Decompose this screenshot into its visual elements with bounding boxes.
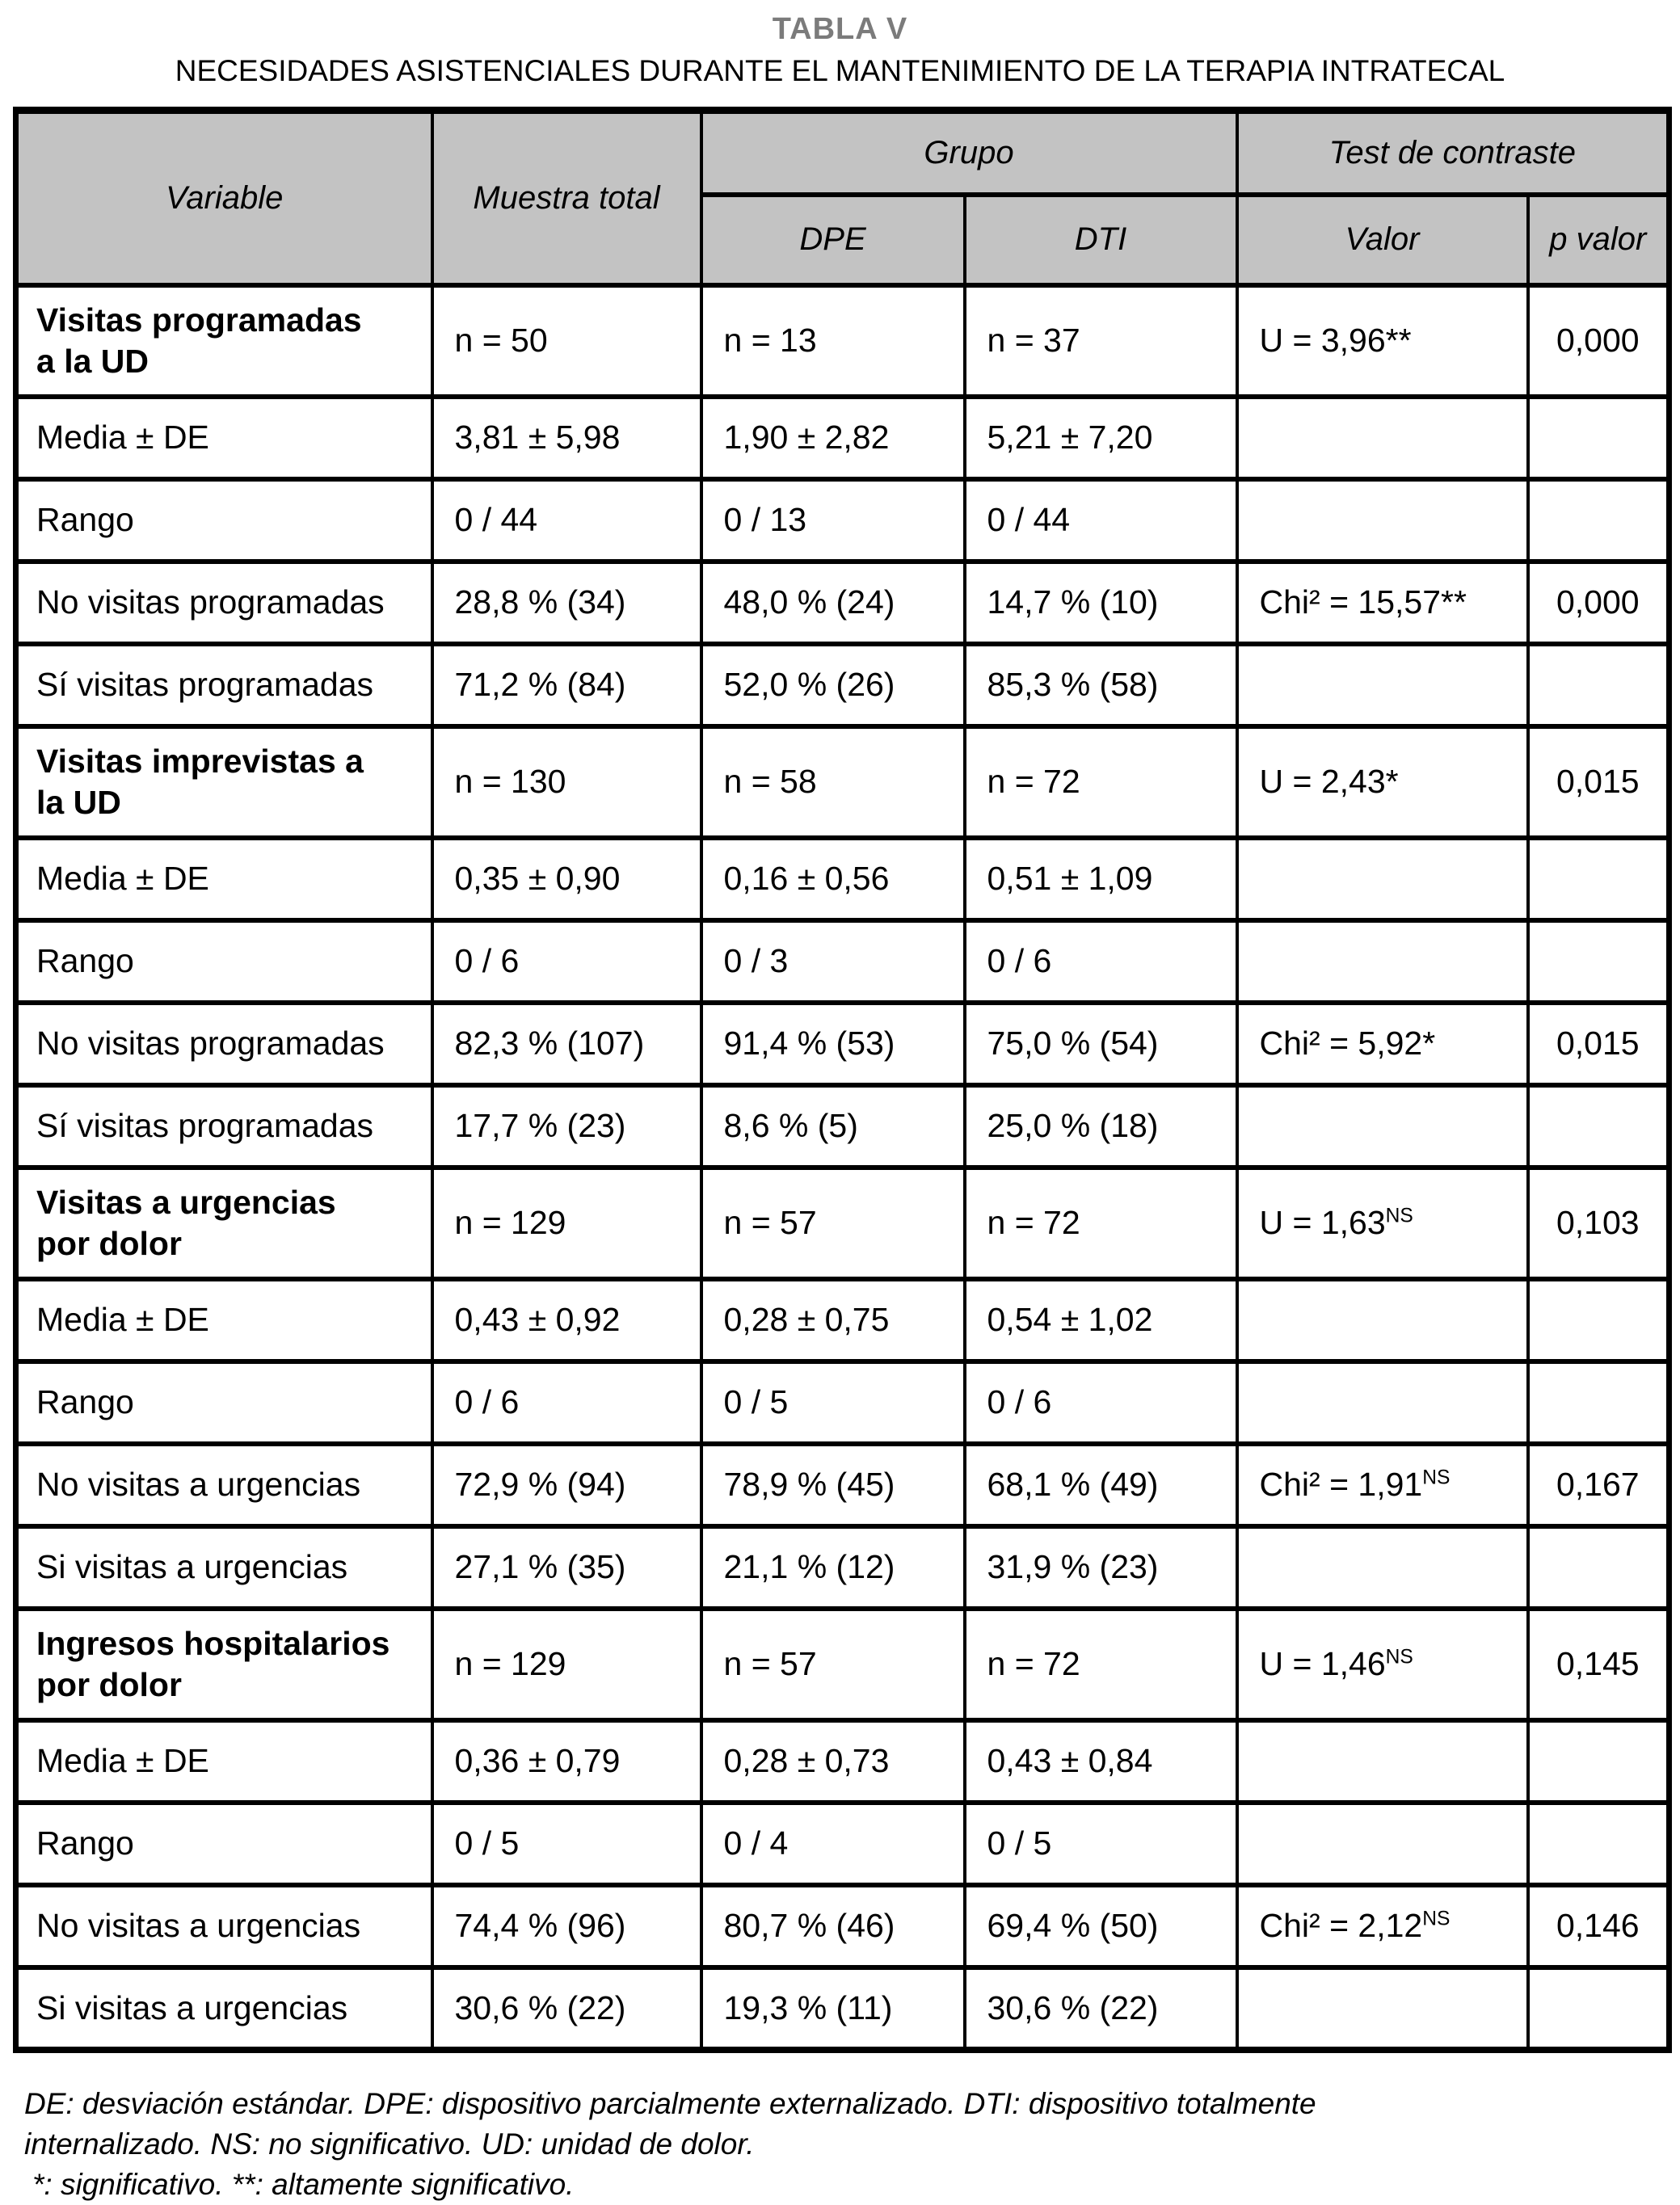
dpe-cell: 1,90 ± 2,82 [701,397,965,479]
p-valor-cell [1528,1361,1669,1444]
dpe-cell: n = 58 [701,726,965,838]
p-valor-cell: 0,015 [1528,1003,1669,1085]
variable-cell: Rango [16,920,432,1003]
valor-cell [1237,1803,1528,1885]
dpe-cell: 48,0 % (24) [701,562,965,644]
valor-cell [1237,397,1528,479]
table-row [16,1967,1669,2050]
dpe-cell: n = 57 [701,1168,965,1279]
p-valor-cell [1528,1720,1669,1803]
valor-cell: U = 3,96** [1237,285,1528,397]
p-valor-cell [1528,1967,1669,2050]
variable-cell: Media ± DE [16,838,432,920]
valor-cell: $Chi^2 = 2,12^{NS}$ [1237,1885,1528,1967]
footnote-line: DE: desviación estándar. DPE: dispositivo parcialmente externalizado. DTI: dispositivo totalmente [24,2086,1316,2120]
dti-cell: 75,0 % (54) [965,1003,1237,1085]
muestra-total-cell: 3,81 ± 5,98 [432,397,701,479]
p-valor-cell: 0,167 [1528,1444,1669,1526]
table-row [16,1885,1669,1967]
header-dpe: DPE [701,195,965,285]
dpe-cell: 91,4 % (53) [701,1003,965,1085]
muestra-total-cell: 0 / 6 [432,920,701,1003]
dpe-cell: 21,1 % (12) [701,1526,965,1609]
variable-cell: No visitas a urgencias [16,1885,432,1967]
dti-cell: 85,3 % (58) [965,644,1237,726]
table-row [16,1609,1669,1720]
p-valor-cell [1528,397,1669,479]
variable-cell: Si visitas a urgencias [16,1526,432,1609]
table-title: TABLA V [772,12,908,46]
table-body [16,285,1669,2050]
p-valor-cell [1528,644,1669,726]
p-valor-cell: 0,015 [1528,726,1669,838]
muestra-total-cell: n = 50 [432,285,701,397]
variable-cell: No visitas programadas [16,1003,432,1085]
dti-cell: 0,43 ± 0,84 [965,1720,1237,1803]
dti-cell: 0 / 44 [965,479,1237,562]
dpe-cell: 0 / 13 [701,479,965,562]
valor-cell [1237,1085,1528,1168]
valor-cell [1237,1526,1528,1609]
p-valor-cell: 0,146 [1528,1885,1669,1967]
dti-cell: 0 / 6 [965,1361,1237,1444]
muestra-total-cell: 0 / 44 [432,479,701,562]
muestra-total-cell: 28,8 % (34) [432,562,701,644]
dti-cell: 5,21 ± 7,20 [965,397,1237,479]
dpe-cell: 0 / 3 [701,920,965,1003]
header-p-valor: p valor [1528,195,1669,285]
table-row [16,1168,1669,1279]
valor-cell: $U = 1,63^{NS}$ [1237,1168,1528,1279]
header-valor: Valor [1237,195,1528,285]
header-dti: DTI [965,195,1237,285]
variable-cell: Visitas programadas a la UD [16,285,432,397]
variable-cell: Ingresos hospitalarios por dolor [16,1609,432,1720]
table-row [16,285,1669,397]
dti-cell: 14,7 % (10) [965,562,1237,644]
dpe-cell: 78,9 % (45) [701,1444,965,1526]
table-row [16,838,1669,920]
muestra-total-cell: 0,43 ± 0,92 [432,1279,701,1361]
dti-cell: 0 / 5 [965,1803,1237,1885]
table-row [16,1085,1669,1168]
dti-cell: n = 37 [965,285,1237,397]
dpe-cell: 0,16 ± 0,56 [701,838,965,920]
valor-cell [1237,838,1528,920]
table-row [16,1803,1669,1885]
header-grupo: Grupo [701,111,1237,195]
muestra-total-cell: 71,2 % (84) [432,644,701,726]
p-valor-cell: 0,000 [1528,562,1669,644]
dti-cell: 25,0 % (18) [965,1085,1237,1168]
variable-cell: Rango [16,1361,432,1444]
p-valor-cell [1528,1279,1669,1361]
variable-cell: No visitas a urgencias [16,1444,432,1526]
valor-cell [1237,1720,1528,1803]
table-row [16,726,1669,838]
dti-cell: 30,6 % (22) [965,1967,1237,2050]
p-valor-cell: 0,145 [1528,1609,1669,1720]
muestra-total-cell: 17,7 % (23) [432,1085,701,1168]
table-row [16,1003,1669,1085]
dpe-cell: 8,6 % (5) [701,1085,965,1168]
valor-cell [1237,1967,1528,2050]
variable-cell: No visitas programadas [16,562,432,644]
dti-cell: 0,51 ± 1,09 [965,838,1237,920]
dpe-cell: 0 / 4 [701,1803,965,1885]
dti-cell: n = 72 [965,726,1237,838]
p-valor-cell [1528,1526,1669,1609]
muestra-total-cell: 30,6 % (22) [432,1967,701,2050]
variable-cell: Media ± DE [16,1720,432,1803]
p-valor-cell [1528,920,1669,1003]
dti-cell: n = 72 [965,1168,1237,1279]
table-row [16,920,1669,1003]
header-muestra-total: Muestra total [432,111,701,285]
muestra-total-cell: n = 130 [432,726,701,838]
p-valor-cell [1528,1803,1669,1885]
valor-cell: $Chi^2 = 1,91^{NS}$ [1237,1444,1528,1526]
p-valor-cell: 0,000 [1528,285,1669,397]
valor-cell [1237,1279,1528,1361]
dpe-cell: 0 / 5 [701,1361,965,1444]
table-row [16,1720,1669,1803]
muestra-total-cell: 0 / 6 [432,1361,701,1444]
dpe-cell: n = 57 [701,1609,965,1720]
p-valor-cell: 0,103 [1528,1168,1669,1279]
valor-cell: Chi² = 5,92* [1237,1003,1528,1085]
variable-cell: Sí visitas programadas [16,644,432,726]
table-row [16,1526,1669,1609]
table-row [16,644,1669,726]
table-row [16,1361,1669,1444]
muestra-total-cell: 0 / 5 [432,1803,701,1885]
muestra-total-cell: 82,3 % (107) [432,1003,701,1085]
table-header [16,111,1669,285]
table-row [16,1279,1669,1361]
valor-cell: $U = 1,46^{NS}$ [1237,1609,1528,1720]
footnote-line: internalizado. NS: no significativo. UD: unidad de dolor. [24,2127,755,2161]
dpe-cell: 0,28 ± 0,75 [701,1279,965,1361]
header-variable: Variable [16,111,432,285]
table-row [16,479,1669,562]
p-valor-cell [1528,1085,1669,1168]
dti-cell: 0 / 6 [965,920,1237,1003]
variable-cell: Media ± DE [16,1279,432,1361]
valor-cell [1237,920,1528,1003]
header-test-contraste: Test de contraste [1237,111,1669,195]
muestra-total-cell: n = 129 [432,1168,701,1279]
muestra-total-cell: 0,35 ± 0,90 [432,838,701,920]
muestra-total-cell: 74,4 % (96) [432,1885,701,1967]
valor-cell [1237,1361,1528,1444]
dpe-cell: 52,0 % (26) [701,644,965,726]
table-row [16,397,1669,479]
valor-cell: U = 2,43* [1237,726,1528,838]
variable-cell: Visitas imprevistas a la UD [16,726,432,838]
p-valor-cell [1528,479,1669,562]
p-valor-cell [1528,838,1669,920]
muestra-total-cell: 72,9 % (94) [432,1444,701,1526]
table-subtitle: NECESIDADES ASISTENCIALES DURANTE EL MANTENIMIENTO DE LA TERAPIA INTRATECAL [175,54,1505,87]
dpe-cell: 0,28 ± 0,73 [701,1720,965,1803]
dpe-cell: 80,7 % (46) [701,1885,965,1967]
footnotes [24,2084,1680,2205]
dti-cell: n = 72 [965,1609,1237,1720]
dti-cell: 69,4 % (50) [965,1885,1237,1967]
variable-cell: Rango [16,479,432,562]
variable-cell: Sí visitas programadas [16,1085,432,1168]
muestra-total-cell: 0,36 ± 0,79 [432,1720,701,1803]
variable-cell: Visitas a urgencias por dolor [16,1168,432,1279]
dpe-cell: n = 13 [701,285,965,397]
valor-cell: Chi² = 15,57** [1237,562,1528,644]
muestra-total-cell: 27,1 % (35) [432,1526,701,1609]
table-row [16,562,1669,644]
valor-cell [1237,479,1528,562]
valor-cell [1237,644,1528,726]
results-table [13,107,1672,2053]
variable-cell: Rango [16,1803,432,1885]
dti-cell: 68,1 % (49) [965,1444,1237,1526]
dti-cell: 31,9 % (23) [965,1526,1237,1609]
dpe-cell: 19,3 % (11) [701,1967,965,2050]
muestra-total-cell: n = 129 [432,1609,701,1720]
table-row [16,1444,1669,1526]
variable-cell: Media ± DE [16,397,432,479]
variable-cell: Si visitas a urgencias [16,1967,432,2050]
dti-cell: 0,54 ± 1,02 [965,1279,1237,1361]
footnote-line: *: significativo. **: altamente significativo. [32,2167,575,2201]
